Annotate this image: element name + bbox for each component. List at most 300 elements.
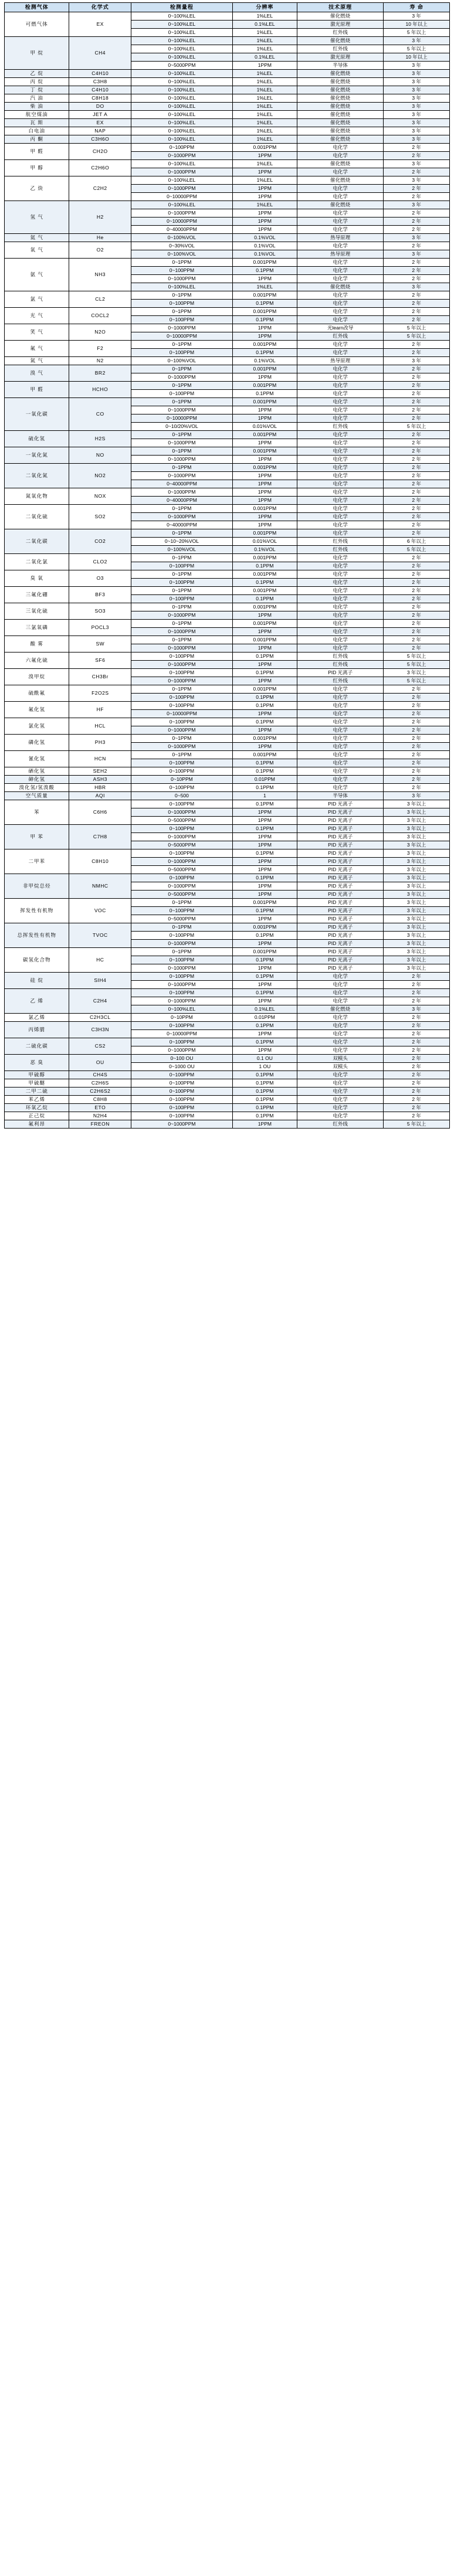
cell-life: 2 年 (384, 382, 450, 390)
cell-life: 2 年 (384, 275, 450, 283)
cell-life: 2 年 (384, 1079, 450, 1088)
cell-resolution: 0.001PPM (232, 398, 297, 406)
cell-resolution: 0.001PPM (232, 899, 297, 907)
cell-life: 5 年以上 (384, 677, 450, 685)
cell-technology: 红外线 (297, 677, 384, 685)
cell-range: 0~10000PPM (131, 218, 233, 226)
cell-range: 0~1000PPM (131, 275, 233, 283)
cell-resolution: 1PPM (232, 726, 297, 735)
table-row (5, 103, 450, 111)
cell-formula: C2H3CL (69, 1014, 131, 1022)
cell-resolution: 0.1PPM (232, 1079, 297, 1088)
cell-gas: 硫化氢 (5, 431, 69, 447)
cell-resolution: 1PPM (232, 644, 297, 653)
column-header-life: 寿 命 (384, 3, 450, 12)
cell-range: 0~1000PPM (131, 324, 233, 332)
cell-resolution: 0.001PPM (232, 685, 297, 694)
cell-gas: 二甲二硫 (5, 1088, 69, 1096)
cell-formula: C2H6S (69, 1079, 131, 1088)
cell-resolution: 0.01%VOL (232, 423, 297, 431)
cell-technology: 电化学 (297, 1022, 384, 1030)
cell-resolution: 0.001PPM (232, 620, 297, 628)
cell-resolution: 1PPM (232, 891, 297, 899)
cell-technology: 双模头 (297, 1063, 384, 1071)
cell-resolution: 1PPM (232, 218, 297, 226)
table-row (5, 529, 450, 538)
cell-resolution: 1PPM (232, 981, 297, 989)
cell-resolution: 1PPM (232, 677, 297, 685)
cell-range: 0~100PPM (131, 1079, 233, 1088)
cell-life: 2 年 (384, 1096, 450, 1104)
cell-technology: 催化燃烧 (297, 283, 384, 291)
cell-life: 3 年 (384, 176, 450, 185)
cell-resolution: 1PPM (232, 661, 297, 669)
table-row (5, 341, 450, 349)
cell-technology: 电化学 (297, 1079, 384, 1088)
table-row (5, 1104, 450, 1112)
cell-formula: CO (69, 398, 131, 431)
cell-life: 2 年 (384, 1022, 450, 1030)
cell-technology: 红外线 (297, 661, 384, 669)
cell-technology: 电化学 (297, 480, 384, 488)
cell-life: 3 年 (384, 70, 450, 78)
cell-technology: 催化燃烧 (297, 119, 384, 127)
cell-gas: 乙 烯 (5, 989, 69, 1014)
cell-range: 0~1PPM (131, 735, 233, 743)
cell-technology: 电化学 (297, 611, 384, 620)
cell-technology: PID 光离子 (297, 882, 384, 891)
cell-life: 2 年 (384, 743, 450, 751)
cell-gas: 一氧化碳 (5, 398, 69, 431)
cell-formula: C8H10 (69, 849, 131, 874)
cell-technology: 电化学 (297, 710, 384, 718)
column-header-technology: 技术原理 (297, 3, 384, 12)
cell-technology: PID 光离子 (297, 866, 384, 874)
cell-range: 0~100%LEL (131, 283, 233, 291)
cell-resolution: 0.1%VOL (232, 250, 297, 259)
table-row (5, 702, 450, 710)
cell-range: 0~100%VOL (131, 357, 233, 365)
cell-resolution: 0.1%LEL (232, 21, 297, 29)
cell-technology: 电化学 (297, 439, 384, 447)
cell-resolution: 1%LEL (232, 78, 297, 86)
cell-life: 2 年 (384, 579, 450, 587)
cell-technology: 电化学 (297, 529, 384, 538)
cell-range: 0~100%LEL (131, 94, 233, 103)
cell-range: 0~1PPM (131, 365, 233, 373)
cell-life: 2 年 (384, 710, 450, 718)
cell-resolution: 1PPM (232, 611, 297, 620)
cell-range: 0~100%LEL (131, 45, 233, 53)
cell-resolution: 1PPM (232, 488, 297, 497)
cell-formula: C3H3N (69, 1022, 131, 1038)
cell-resolution: 1PPM (232, 209, 297, 218)
cell-gas: 磷化氢 (5, 735, 69, 751)
cell-technology: 红外线 (297, 546, 384, 554)
cell-technology: PID 光离子 (297, 940, 384, 948)
cell-range: 0~1000PPM (131, 472, 233, 480)
table-row (5, 653, 450, 661)
cell-life: 3 年 (384, 103, 450, 111)
cell-resolution: 1PPM (232, 480, 297, 488)
cell-range: 0~100PPM (131, 349, 233, 357)
cell-gas: 氮氧化物 (5, 488, 69, 505)
cell-life: 2 年 (384, 1030, 450, 1038)
cell-gas: 丙烯腈 (5, 1022, 69, 1038)
cell-technology: 红外线 (297, 653, 384, 661)
cell-technology: PID 光离子 (297, 948, 384, 956)
cell-range: 0~1PPM (131, 464, 233, 472)
cell-technology: 电化学 (297, 497, 384, 505)
cell-range: 0~1PPM (131, 751, 233, 759)
cell-formula: SW (69, 636, 131, 653)
cell-formula: EX (69, 119, 131, 127)
cell-life: 3 年以上 (384, 866, 450, 874)
cell-formula: C4H10 (69, 86, 131, 94)
table-row (5, 398, 450, 406)
cell-range: 0~100%LEL (131, 53, 233, 62)
cell-technology: 电化学 (297, 981, 384, 989)
cell-life: 5 年以上 (384, 45, 450, 53)
cell-resolution: 0.001PPM (232, 529, 297, 538)
cell-range: 0~1000PPM (131, 858, 233, 866)
cell-gas: 二硫化碳 (5, 1038, 69, 1055)
cell-technology: PID 光离子 (297, 849, 384, 858)
cell-range: 0~1PPM (131, 529, 233, 538)
cell-life: 3 年 (384, 160, 450, 168)
table-row (5, 800, 450, 808)
cell-resolution: 0.001PPM (232, 382, 297, 390)
cell-life: 2 年 (384, 784, 450, 792)
cell-gas: 甲 醛 (5, 144, 69, 160)
cell-resolution: 1PPM (232, 275, 297, 283)
cell-technology: PID 光离子 (297, 891, 384, 899)
cell-life: 2 年 (384, 291, 450, 300)
cell-resolution: 1 OU (232, 1063, 297, 1071)
cell-gas: 三氟化硼 (5, 587, 69, 603)
cell-range: 0~100PPM (131, 956, 233, 964)
cell-range: 0~100%LEL (131, 21, 233, 29)
cell-resolution: 0.1PPM (232, 694, 297, 702)
cell-technology: PID 光离子 (297, 800, 384, 808)
cell-resolution: 1PPM (232, 833, 297, 841)
gas-spec-table (4, 2, 450, 1129)
cell-life: 2 年 (384, 767, 450, 776)
cell-gas: 氯乙烯 (5, 1014, 69, 1022)
cell-technology: 电化学 (297, 185, 384, 193)
cell-range: 0~10PPM (131, 776, 233, 784)
cell-technology: 电化学 (297, 414, 384, 423)
cell-life: 3 年以上 (384, 825, 450, 833)
cell-technology: 催化燃烧 (297, 70, 384, 78)
table-row (5, 135, 450, 144)
cell-technology: 电化学 (297, 144, 384, 152)
cell-resolution: 0.001PPM (232, 751, 297, 759)
cell-technology: 半导体 (297, 62, 384, 70)
cell-resolution: 0.1PPM (232, 956, 297, 964)
table-row (5, 989, 450, 997)
cell-life: 2 年 (384, 759, 450, 767)
cell-resolution: 1%LEL (232, 160, 297, 168)
cell-range: 0~10~20%VOL (131, 538, 233, 546)
cell-range: 0~1PPM (131, 923, 233, 932)
cell-resolution: 0.1PPM (232, 800, 297, 808)
cell-life: 2 年 (384, 464, 450, 472)
cell-gas: 正己烷 (5, 1112, 69, 1120)
cell-resolution: 1PPM (232, 332, 297, 341)
cell-resolution: 1PPM (232, 997, 297, 1005)
cell-gas: 丙 烷 (5, 78, 69, 86)
cell-resolution: 1%LEL (232, 201, 297, 209)
cell-technology: PID 光离子 (297, 833, 384, 841)
cell-resolution: 1PPM (232, 152, 297, 160)
cell-technology: 催化燃烧 (297, 135, 384, 144)
cell-resolution: 0.001PPM (232, 587, 297, 595)
cell-range: 0~100%LEL (131, 176, 233, 185)
cell-life: 2 年 (384, 456, 450, 464)
cell-resolution: 0.1PPM (232, 1071, 297, 1079)
cell-gas: 总挥发性有机物 (5, 923, 69, 948)
cell-technology: 光learn改导 (297, 324, 384, 332)
cell-technology: 电化学 (297, 505, 384, 513)
cell-gas: 氯化氢 (5, 718, 69, 735)
cell-technology: 电化学 (297, 267, 384, 275)
cell-resolution: 1PPM (232, 226, 297, 234)
cell-range: 0~100PPM (131, 874, 233, 882)
column-header-formula: 化学式 (69, 3, 131, 12)
cell-resolution: 1PPM (232, 866, 297, 874)
cell-technology: 红外线 (297, 29, 384, 37)
cell-range: 0~100PPM (131, 989, 233, 997)
cell-life: 3 年以上 (384, 891, 450, 899)
cell-range: 0~100PPM (131, 1071, 233, 1079)
cell-life: 2 年 (384, 209, 450, 218)
cell-technology: 电化学 (297, 382, 384, 390)
cell-gas: 氢 气 (5, 201, 69, 234)
cell-formula: F2 (69, 341, 131, 357)
cell-gas: 氟 气 (5, 341, 69, 357)
cell-resolution: 0.1 OU (232, 1055, 297, 1063)
cell-resolution: 0.001PPM (232, 308, 297, 316)
cell-life: 3 年 (384, 250, 450, 259)
cell-formula: VOC (69, 899, 131, 923)
table-row (5, 1055, 450, 1063)
cell-gas: 甲 烷 (5, 37, 69, 70)
cell-life: 10 年以上 (384, 21, 450, 29)
cell-technology: PID 光离子 (297, 825, 384, 833)
cell-range: 0~1PPM (131, 554, 233, 562)
cell-life: 3 年以上 (384, 833, 450, 841)
cell-gas: 非甲烷总烃 (5, 874, 69, 899)
cell-gas: 甲硫醚 (5, 1079, 69, 1088)
cell-technology: PID 光离子 (297, 923, 384, 932)
cell-range: 0~100PPM (131, 1038, 233, 1046)
cell-technology: 电化学 (297, 521, 384, 529)
cell-range: 0~1PPM (131, 620, 233, 628)
cell-range: 0~1000 OU (131, 1063, 233, 1071)
cell-formula: C7H8 (69, 825, 131, 849)
cell-technology: 电化学 (297, 488, 384, 497)
cell-life: 2 年 (384, 726, 450, 735)
cell-gas: 硅 烷 (5, 973, 69, 989)
table-row (5, 70, 450, 78)
column-header-range: 检测量程 (131, 3, 233, 12)
cell-technology: PID 光离子 (297, 964, 384, 973)
cell-life: 3 年以上 (384, 817, 450, 825)
cell-resolution: 0.01%VOL (232, 538, 297, 546)
cell-life: 3 年 (384, 283, 450, 291)
cell-resolution: 0.001PPM (232, 735, 297, 743)
cell-life: 2 年 (384, 406, 450, 414)
table-row (5, 324, 450, 332)
cell-gas: 二氧化碳 (5, 529, 69, 554)
cell-gas: 二氧化硫 (5, 505, 69, 529)
cell-gas: 二甲苯 (5, 849, 69, 874)
cell-life: 3 年 (384, 234, 450, 242)
cell-life: 2 年 (384, 1112, 450, 1120)
cell-life: 2 年 (384, 300, 450, 308)
cell-resolution: 0.1%VOL (232, 242, 297, 250)
cell-life: 2 年 (384, 521, 450, 529)
cell-technology: 电化学 (297, 570, 384, 579)
cell-resolution: 0.1%VOL (232, 546, 297, 554)
cell-gas: 氮 气 (5, 357, 69, 365)
cell-formula: C2H2 (69, 176, 131, 201)
cell-life: 2 年 (384, 185, 450, 193)
cell-range: 0~1000PPM (131, 964, 233, 973)
table-row (5, 784, 450, 792)
cell-range: 0~5000PPM (131, 915, 233, 923)
cell-resolution: 0.1PPM (232, 300, 297, 308)
cell-formula: H2 (69, 201, 131, 234)
cell-formula: DO (69, 103, 131, 111)
cell-technology: PID 光离子 (297, 669, 384, 677)
cell-technology: 电化学 (297, 718, 384, 726)
cell-gas: 三氧化硫 (5, 603, 69, 620)
cell-range: 0~1000PPM (131, 209, 233, 218)
cell-formula: PH3 (69, 735, 131, 751)
cell-formula: C2H6S2 (69, 1088, 131, 1096)
cell-gas: 砷化氢 (5, 776, 69, 784)
cell-technology: 激光原理 (297, 53, 384, 62)
cell-resolution: 0.01PPM (232, 1014, 297, 1022)
table-row (5, 37, 450, 45)
cell-range: 0~1PPM (131, 505, 233, 513)
cell-life: 2 年 (384, 439, 450, 447)
cell-range: 0~1PPM (131, 382, 233, 390)
table-row (5, 1071, 450, 1079)
cell-life: 10 年以上 (384, 53, 450, 62)
cell-formula: NO (69, 447, 131, 464)
cell-gas: 白电油 (5, 127, 69, 135)
cell-life: 3 年以上 (384, 800, 450, 808)
cell-formula: HCL (69, 718, 131, 735)
cell-technology: 电化学 (297, 579, 384, 587)
table-row (5, 176, 450, 185)
cell-resolution: 1PPM (232, 743, 297, 751)
cell-range: 0~10000PPM (131, 710, 233, 718)
cell-formula: BR2 (69, 365, 131, 382)
cell-range: 0~40000PPM (131, 480, 233, 488)
cell-gas: 柴 油 (5, 103, 69, 111)
cell-life: 2 年 (384, 554, 450, 562)
cell-technology: 电化学 (297, 275, 384, 283)
cell-life: 2 年 (384, 628, 450, 636)
cell-resolution: 1PPM (232, 497, 297, 505)
cell-formula: CL2 (69, 291, 131, 308)
cell-technology: 电化学 (297, 1096, 384, 1104)
cell-gas: 二氧化氯 (5, 554, 69, 570)
cell-technology: 热导原理 (297, 234, 384, 242)
cell-technology: 电化学 (297, 242, 384, 250)
cell-life: 2 年 (384, 341, 450, 349)
cell-range: 0~1PPM (131, 587, 233, 595)
cell-life: 2 年 (384, 1071, 450, 1079)
cell-technology: 电化学 (297, 152, 384, 160)
cell-formula: N2H4 (69, 1112, 131, 1120)
cell-gas: 甲硫醇 (5, 1071, 69, 1079)
cell-gas: 碳氢化合物 (5, 948, 69, 973)
cell-range: 0~100PPM (131, 702, 233, 710)
cell-technology: PID 光离子 (297, 858, 384, 866)
cell-gas: 挥发性有机物 (5, 899, 69, 923)
cell-range: 0~30%VOL (131, 242, 233, 250)
cell-resolution: 1%LEL (232, 94, 297, 103)
cell-technology: PID 光离子 (297, 808, 384, 817)
cell-life: 3 年以上 (384, 907, 450, 915)
cell-resolution: 0.001PPM (232, 447, 297, 456)
cell-resolution: 0.001PPM (232, 505, 297, 513)
cell-gas: 硒化氢 (5, 767, 69, 776)
cell-life: 3 年以上 (384, 669, 450, 677)
cell-range: 0~1000PPM (131, 628, 233, 636)
cell-resolution: 1PPM (232, 185, 297, 193)
cell-life: 2 年 (384, 1063, 450, 1071)
cell-life: 3 年以上 (384, 874, 450, 882)
cell-formula: CLO2 (69, 554, 131, 570)
cell-resolution: 1%LEL (232, 127, 297, 135)
table-row (5, 160, 450, 168)
cell-life: 2 年 (384, 267, 450, 275)
cell-technology: 电化学 (297, 513, 384, 521)
cell-life: 3 年以上 (384, 964, 450, 973)
cell-resolution: 0.1PPM (232, 973, 297, 981)
cell-life: 2 年 (384, 152, 450, 160)
cell-life: 5 年以上 (384, 332, 450, 341)
cell-range: 0~1000PPM (131, 808, 233, 817)
cell-formula: H2S (69, 431, 131, 447)
cell-range: 0~1000PPM (131, 997, 233, 1005)
cell-range: 0~100%VOL (131, 250, 233, 259)
cell-gas: 空气质量 (5, 792, 69, 800)
table-row (5, 849, 450, 858)
table-row (5, 948, 450, 956)
cell-life: 6 年以上 (384, 538, 450, 546)
cell-resolution: 0.1PPM (232, 932, 297, 940)
cell-technology: PID 光离子 (297, 907, 384, 915)
cell-resolution: 0.1PPM (232, 579, 297, 587)
cell-range: 0~1PPM (131, 636, 233, 644)
cell-range: 0~1PPM (131, 899, 233, 907)
cell-resolution: 0.001PPM (232, 259, 297, 267)
cell-technology: 催化燃烧 (297, 78, 384, 86)
cell-formula: O3 (69, 570, 131, 587)
cell-life: 2 年 (384, 636, 450, 644)
cell-resolution: 1%LEL (232, 103, 297, 111)
cell-gas: 汽 油 (5, 94, 69, 103)
cell-formula: NOX (69, 488, 131, 505)
cell-range: 0~10000PPM (131, 414, 233, 423)
